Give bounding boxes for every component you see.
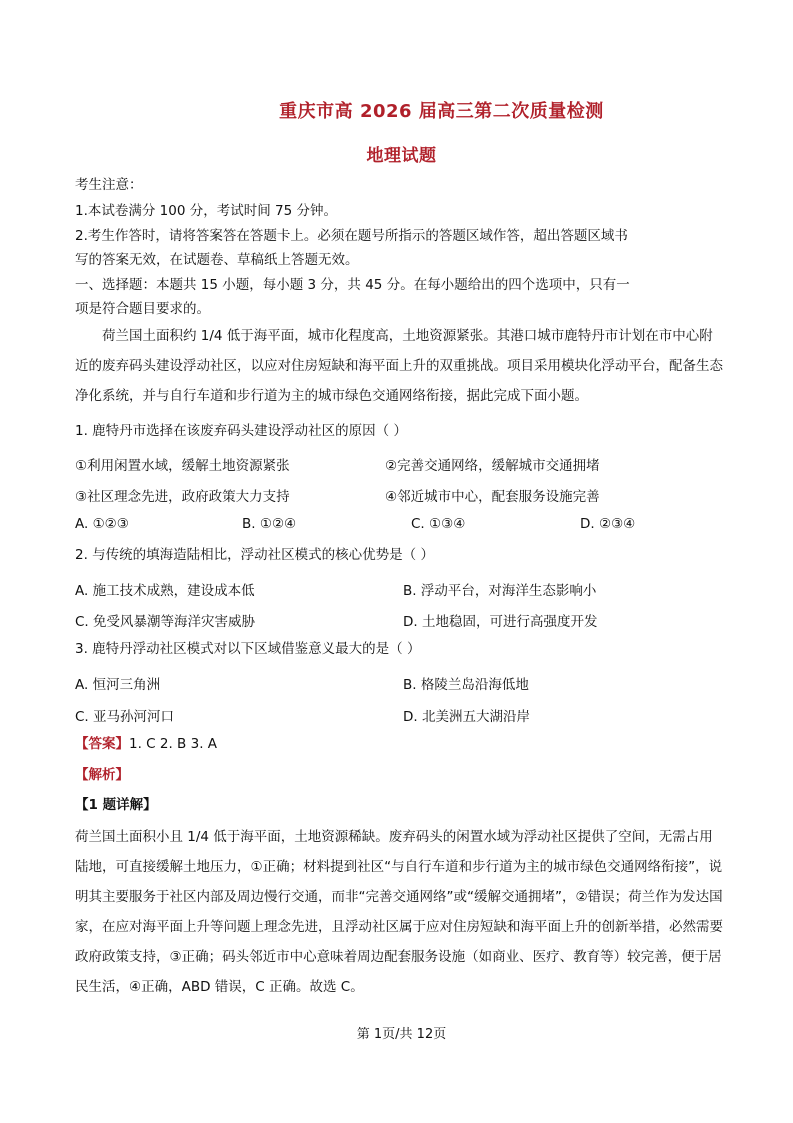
answer-label: 【答案】 xyxy=(75,736,129,752)
q1-analysis-label: 【1 题详解】 xyxy=(75,797,157,813)
notice-item-2-line-2: 写的答案无效，在试题卷、草稿纸上答题无效。 xyxy=(75,252,359,268)
q1-analysis-text: 荷兰国土面积小且 1/4 低于海平面，土地资源稀缺。废弃码头的闲置水域为浮动社区提供了空间，无需占用陆地，可直接缓解土地压力，①正确；材料提到社区“与自行车道和步行道为主的城市绿色交通网络衔接”，说明其主要服务于社区内部及周边慢行交通，而非“完善交通网络”或“缓解交通拥堵”，②错误；荷兰作为发达国家，在应对海平面上升等问题上理念先进，且浮动社区属于应对住房短缺和海平面上升的创新举措，必然需要政府政策支持，③正确；码头邻近市中心意味着周边配套服务设施（如商业、医疗、教育等）较完善，便于居民生活，④正确，ABD 错误，C 正确。故选 C。 xyxy=(75,829,723,995)
q3-option-b: B. 格陵兰岛沿海低地 xyxy=(403,677,529,693)
document-subtitle: 地理试题 xyxy=(366,146,437,166)
question-3-stem: 3. 鹿特丹浮动社区模式对以下区域借鉴意义最大的是（ ） xyxy=(75,641,421,657)
q2-option-c: C. 免受风暴潮等海洋灾害威胁 xyxy=(75,614,256,630)
notice-item-1: 1.本试卷满分 100 分，考试时间 75 分钟。 xyxy=(75,203,337,219)
section-instruction-line-2: 项是符合题目要求的。 xyxy=(75,301,210,317)
q3-option-a: A. 恒河三角洲 xyxy=(75,677,161,693)
question-2-stem: 2. 与传统的填海造陆相比，浮动社区模式的核心优势是（ ） xyxy=(75,547,434,563)
q3-option-d: D. 北美洲五大湖沿岸 xyxy=(403,709,530,725)
q1-option-b: B. ①②④ xyxy=(242,516,297,532)
answer-text: 1. C 2. B 3. A xyxy=(129,736,218,752)
analysis-label: 【解析】 xyxy=(75,767,129,783)
question-1-stem: 1. 鹿特丹市选择在该废弃码头建设浮动社区的原因（ ） xyxy=(75,423,407,439)
answer-line xyxy=(75,736,217,752)
q1-statement-3: ③社区理念先进，政府政策大力支持 xyxy=(75,489,290,505)
q2-option-b: B. 浮动平台，对海洋生态影响小 xyxy=(403,583,597,599)
q3-option-c: C. 亚马孙河河口 xyxy=(75,709,175,725)
q1-statement-4: ④邻近城市中心，配套服务设施完善 xyxy=(385,489,600,505)
q1-option-a: A. ①②③ xyxy=(75,516,129,532)
document-title: 重庆市高 2026 届高三第二次质量检测 xyxy=(279,101,604,122)
q1-option-d: D. ②③④ xyxy=(580,516,636,532)
q2-option-d: D. 土地稳固，可进行高强度开发 xyxy=(403,614,598,630)
section-instruction-line-1: 一、选择题：本题共 15 小题，每小题 3 分，共 45 分。在每小题给出的四个选项中，只有一 xyxy=(75,277,630,293)
q2-option-a: A. 施工技术成熟，建设成本低 xyxy=(75,583,255,599)
q1-option-c: C. ①③④ xyxy=(411,516,466,532)
q1-statement-2: ②完善交通网络，缓解城市交通拥堵 xyxy=(385,458,600,474)
notice-item-2-line-1: 2.考生作答时，请将答案答在答题卡上。必须在题号所指示的答题区域作答，超出答题区域书 xyxy=(75,228,628,244)
reading-passage: 荷兰国土面积约 1/4 低于海平面，城市化程度高，土地资源紧张。其港口城市鹿特丹市计划在市中心附近的废弃码头建设浮动社区，以应对住房短缺和海平面上升的双重挑战。项目采用模块化浮动平台，配备生态净化系统，并与自行车道和步行道为主的城市绿色交通网络衔接，据此完成下面小题。 xyxy=(75,328,723,404)
q1-statement-1: ①利用闲置水域，缓解土地资源紧张 xyxy=(75,458,290,474)
notice-heading: 考生注意： xyxy=(75,177,143,193)
page-footer: 第 1页/共 12页 xyxy=(356,1027,447,1042)
